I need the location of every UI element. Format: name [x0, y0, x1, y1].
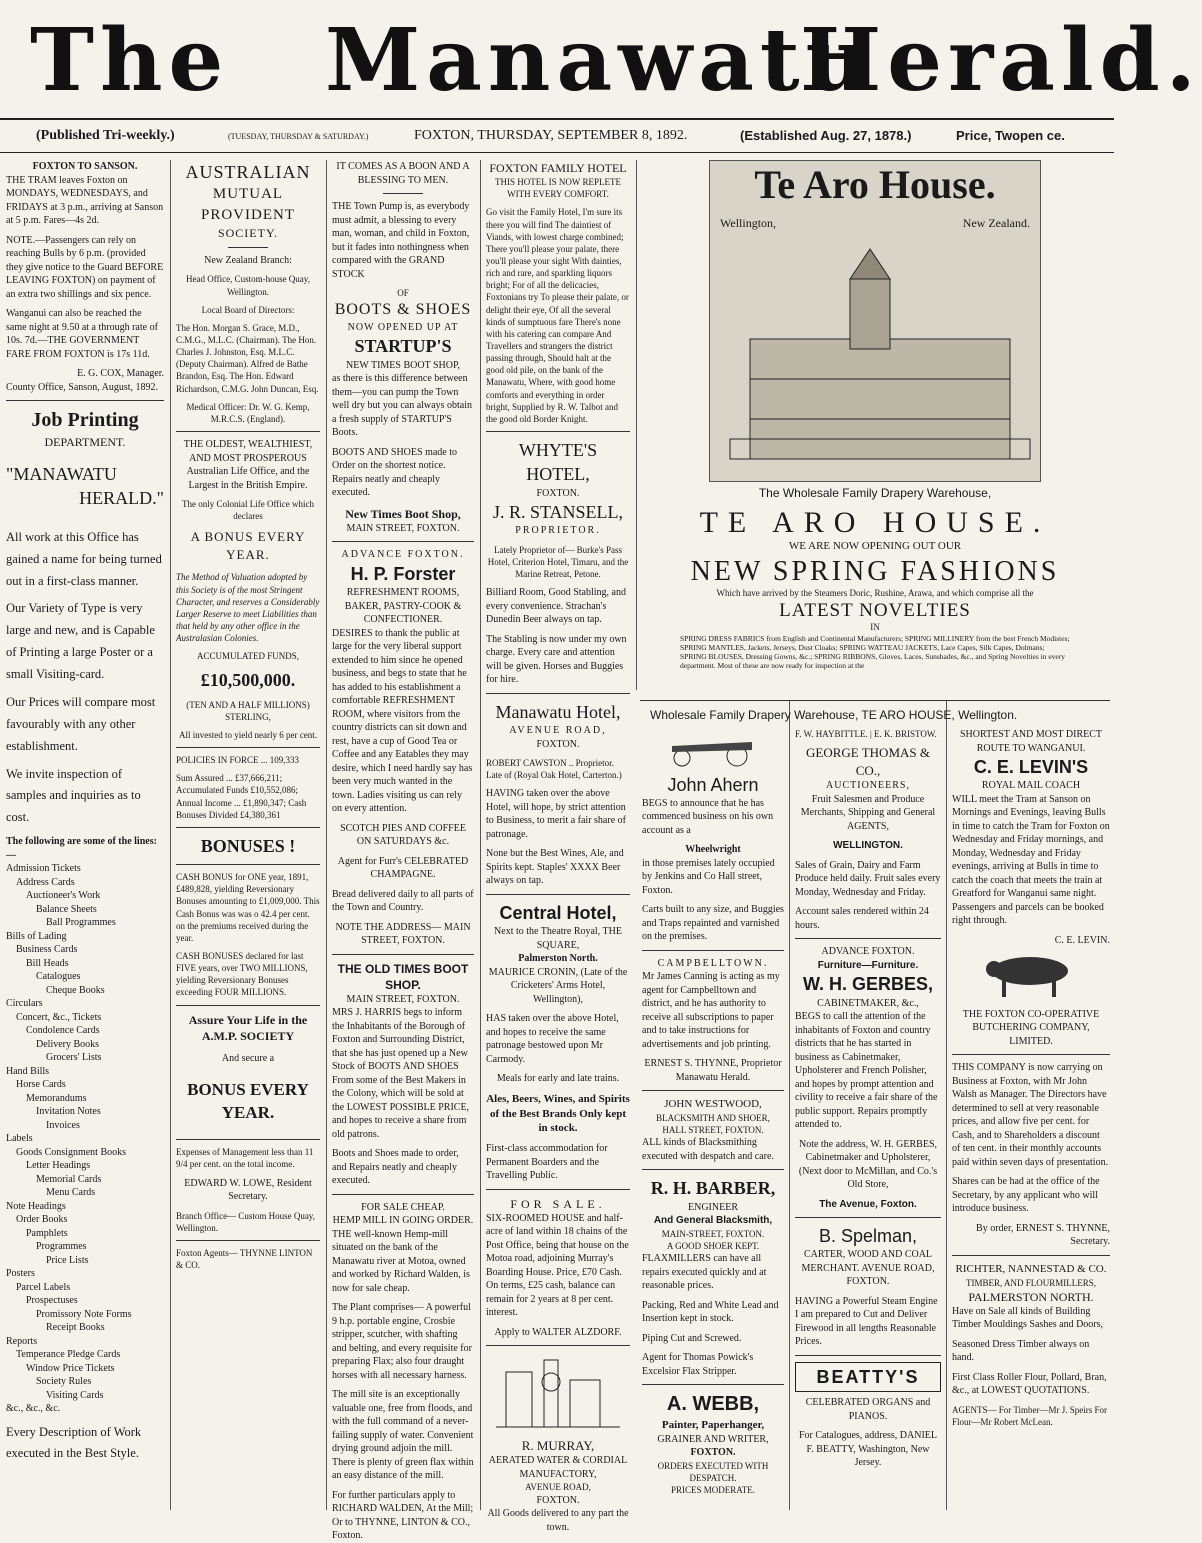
printing-line-item: Programmes [36, 1241, 87, 1253]
painter: Painter, Paperhanger, [661, 1419, 765, 1431]
levin-notice: WILL meet the Tram at Sanson on Mornings and Evenings, leaving Bulls in time to catch the Tram for Foxton on Wednesday and Friday mornings, and Monday, Wednesday and Friday evenings, arriving at Bulls in time to catch the coach that meets the train at Greatford for Wanganui same night. Passengers and parcels can be booked right through. [952, 793, 1110, 927]
printing-line-item: Goods Consignment Books [16, 1146, 127, 1158]
prices-moderate: PRICES MODERATE. [670, 1485, 755, 1496]
beatty-organs: CELEBRATED ORGANS and PIANOS. [805, 1397, 931, 1422]
carriage-illustration [642, 728, 784, 768]
divider [332, 541, 474, 542]
good-shoer: A GOOD SHOER KEPT. [666, 1240, 760, 1251]
difference-text: as there is this difference between them—you can pump the Town well dry but you can always obtain a fresh supply of STARTUP'S Boots. [332, 373, 472, 439]
stansell: J. R. STANSELL, [492, 502, 624, 523]
cabinetmaker: CABINETMAKER, &c., [817, 997, 919, 1009]
amp-expenses: Expenses of Management less than 11 9/4 per cent. on the total income. [176, 1147, 314, 1170]
amp-agents: Foxton Agents— THYNNE LINTON & CO. [176, 1247, 313, 1270]
amp-heading-1: AUSTRALIAN [185, 162, 311, 182]
tram-wanganui: Wanganui can also be reached the same night at 9.50 at a through rate of 10s. 7d.—THE GOVERNMENT FARE FROM FOXTON is 17s 11d. [6, 308, 158, 360]
beatty-catalogues: For Catalogues, address, DANIEL F. BEATTY, Washington, New Jersey. [798, 1430, 938, 1469]
hemp-apply: For further particulars apply to RICHARD WALDEN, At the Mill; Or to THYNNE, LINTON & CO., Foxton. [332, 1489, 474, 1542]
cooperative-heading: THE FOXTON CO-OPERATIVE BUTCHERING COMPANY, LIMITED. [962, 1008, 1100, 1047]
printing-line-item: Circulars [6, 998, 43, 1010]
amp-head-office: Head Office, Custom-house Quay, Wellington. [186, 274, 310, 297]
divider [642, 1090, 784, 1091]
amp-medical: Medical Officer: Dr. W. G. Kemp, M.R.C.S. (England). [186, 401, 310, 424]
amp-stats: Sum Assured ... £37,666,211; Accumulated Funds £10,552,086; Annual Income ... £1,890,347; Cash Bonuses Divided £4,380,361 [176, 773, 307, 820]
amp-accumulated: ACCUMULATED FUNDS, [196, 651, 299, 662]
printing-line-item: Labels [6, 1133, 33, 1145]
masthead [0, 0, 1202, 118]
murray-foxton: FOXTON. [536, 1494, 580, 1506]
printing-line-item: Cheque Books [46, 984, 105, 996]
palmerston-north: Palmerston North. [518, 953, 598, 965]
amp-branch: New Zealand Branch: [204, 254, 292, 266]
harris-repairs: Boots and Shoes made to order, and Repairs neatly and cheaply executed. [332, 1148, 459, 1187]
first-class: First-class accommodation for Permanent Boarders and the Travelling Public. [486, 1143, 608, 1182]
te-aro-footer: Wholesale Family Drapery Warehouse, TE ARO HOUSE, Wellington. [650, 708, 1018, 722]
divider [642, 1169, 784, 1170]
divider [486, 1189, 630, 1190]
printing-line-item: Address Cards [16, 876, 75, 888]
amp-ten-millions: (TEN AND A HALF MILLIONS) STERLING, [186, 699, 310, 722]
divider [952, 1054, 1110, 1055]
amp-heading-3: SOCIETY. [217, 225, 279, 240]
column-1 [6, 160, 164, 1515]
haybittle-bristow: F. W. HAYBITTLE. | E. K. BRISTOW. [795, 729, 937, 739]
levin-heading: C. E. LEVIN'S [973, 757, 1089, 777]
amp-bonus-every-year: A BONUS EVERY YEAR. [190, 529, 306, 562]
divider [383, 193, 423, 194]
ales-beers: Ales, Beers, Wines, and Spirits of the Best Brands Only kept in stock. [486, 1092, 630, 1135]
printing-line-item: Posters [6, 1268, 35, 1280]
printing-line-item: Invoices [46, 1119, 80, 1131]
gerbes-heading: W. H. GERBES, [802, 974, 934, 995]
printing-line-item: Prospectuses [26, 1295, 78, 1307]
orders-executed: ORDERS EXECUTED WITH DESPATCH. [657, 1460, 769, 1483]
company-notice: THIS COMPANY is now carrying on Business at Foxton, with Mr John Walsh as Manager. The Directors have determined to sell at very reasonable prices, and allow five per cent. for Cash, and to Shareholders a discount of ten cent. in their monthly accounts paid within seven days of presentation. [952, 1062, 1109, 1168]
hemp-plant: The Plant comprises— A powerful 9 h.p. portable engine, Crosbie stripper, scutcher, with shafting and belting, and every requisite for preparing Flax; also four draught horses with all necessary harness. [332, 1302, 472, 1381]
general-blacksmith: And General Blacksmith, [653, 1215, 773, 1227]
manawatu-foxton: FOXTON. [536, 738, 580, 750]
whytes-hotel: WHYTE'S HOTEL, [518, 440, 598, 485]
for-sale: FOR SALE. [510, 1196, 606, 1211]
amp-heading-2: MUTUAL PROVIDENT [201, 186, 295, 223]
ahern-carts: Carts built to any size, and Buggies and Traps repainted and varnished on the premises. [642, 904, 784, 943]
lines-intro: The following are some of the lines:— [6, 836, 157, 861]
barber-street: MAIN-STREET, FOXTON. [661, 1228, 765, 1239]
price-label: Price, Twopen ce. [956, 128, 1065, 143]
printing-line-item: Pamphlets [26, 1227, 68, 1239]
every-description: Every Description of Work executed in the Best Style. [6, 1424, 142, 1460]
divider [332, 1194, 474, 1195]
column-6 [795, 728, 941, 1516]
company-order: By order, ERNEST S. THYNNE, Secretary. [976, 1222, 1110, 1248]
printing-line-item: Window Price Tickets [26, 1362, 115, 1374]
te-aro-caption: The Wholesale Family Drapery Warehouse, [758, 486, 992, 500]
grainer: GRAINER AND WRITER, [657, 1433, 769, 1445]
column-divider [480, 160, 481, 1510]
bread-delivery: Bread delivered daily to all parts of the Town and Country. [332, 888, 474, 914]
divider [952, 1255, 1110, 1256]
published-label: (Published Tri-weekly.) [36, 128, 175, 143]
boon: IT COMES AS A BOON AND A BLESSING TO MEN. [336, 161, 470, 186]
divider [486, 894, 630, 895]
column-4 [486, 160, 630, 1533]
printing-line-item: Invitation Notes [36, 1106, 101, 1118]
te-aro-house-advert [640, 160, 1110, 700]
ahern-heading: John Ahern [667, 774, 759, 795]
printing-line-item: Letter Headings [26, 1160, 91, 1172]
printing-line-item: Parcel Labels [16, 1281, 71, 1293]
printing-line-item: Admission Tickets [6, 863, 81, 875]
amp-invested: All invested to yield nearly 6 per cent. [179, 729, 317, 740]
amp-bev: BONUS EVERY YEAR. [187, 1080, 309, 1123]
printing-line-item: Hand Bills [6, 1065, 50, 1077]
tram-signer: E. G. COX, Manager. [77, 368, 164, 379]
account-sales: Account sales rendered within 24 hours. [795, 906, 929, 931]
te-aro-building-illustration [709, 160, 1041, 482]
divider [795, 1355, 941, 1356]
sales-grain: Sales of Grain, Dairy and Farm Produce held daily. Fruit sales every Monday, Wednesday and Friday. [795, 859, 941, 898]
thynne-proprietor: ERNEST S. THYNNE, Proprietor Manawatu Herald. [644, 1058, 782, 1083]
stabling: The Stabling is now under my own charge. Every care and attention will be given. Horses and Buggies for hire. [486, 633, 627, 686]
masthead-word-manawatu: Manawatu [325, 10, 875, 111]
building-drawing [710, 239, 1040, 479]
gerbes-advance: ADVANCE FOXTON. [821, 946, 915, 958]
hemp-mill-text: THE well-known Hemp-mill situated on the bank of the Manawatu river at Motoa, owned and worked by Richard Walden, is now for sale cheap. [332, 1228, 470, 1294]
divider [176, 747, 320, 748]
note-address: NOTE THE ADDRESS— MAIN STREET, FOXTON. [335, 921, 471, 947]
old-times-street: MAIN STREET, FOXTON. [346, 993, 460, 1005]
shortest-route: SHORTEST AND MOST DIRECT ROUTE TO WANGANUI. [959, 729, 1103, 754]
flaxmillers: FLAXMILLERS can have all repairs executed quickly and at reasonable prices. [642, 1253, 767, 1291]
amp-method: The Method of Valuation adopted by this Society is of the most Stringent Character, and reserves a Considerably Larger Reserve to meet Liabilities than that held by any other office in the Australasian Colonies. [176, 572, 320, 644]
divider [176, 1005, 320, 1006]
tram-note: NOTE.—Passengers can rely on reaching Bulls by 6 p.m. (provided they give notice to the Guard BEFORE LEAVING FOXTON) on payment of an extra two shillings and six pence. [6, 234, 164, 300]
ahern-premises: in those premises lately occupied by Jenkins and Co Hall street, Foxton. [642, 857, 775, 896]
richter-agents: AGENTS— For Timber—Mr J. Speirs For Flour—Mr Robert McLean. [952, 1404, 1108, 1428]
apply-alzdorf: Apply to WALTER ALZDORF. [494, 1326, 622, 1338]
startup-heading: STARTUP'S [354, 336, 452, 357]
te-aro-big-title: TE ARO HOUSE. [699, 506, 1051, 539]
amp-secure: And secure a [221, 1052, 275, 1064]
gerbes-address: Note the address, W. H. GERBES, Cabinetmaker and Upholsterer, (Next door to McMillan, and Co.'s Old Store, [798, 1138, 938, 1191]
column-3 [332, 160, 474, 1542]
gerbes-begs: BEGS to call the attention of the inhabitants of Foxton and country districts that he has started in business as Cabinetmaker, Upholsterer and French Polisher, and hopes by prompt attention and civility to receive a fair share of the public support. Repairs promptly attended to. [795, 1011, 938, 1131]
amp-declared: CASH BONUSES declared for last FIVE years, over TWO MILLIONS, yielding Reversionary Bonuses exceeding FOUR MILLIONS. [176, 950, 308, 998]
printing-line-item: Concert, &c., Tickets [16, 1011, 102, 1023]
masthead-word-herald: Herald. [800, 10, 1202, 111]
column-5 [642, 728, 784, 1516]
amp-branch-office: Branch Office— Custom House Quay, Wellington. [176, 1210, 315, 1233]
old-times-heading: THE OLD TIMES BOOT SHOP. [337, 961, 469, 992]
billiard-room: Billiard Room, Good Stabling, and every convenience. Strachan's Dunedin Beer always on tap. [486, 587, 626, 626]
webb-foxton: FOXTON. [690, 1447, 736, 1459]
scotch-pies: SCOTCH PIES AND COFFEE ON SATURDAYS &c. [340, 822, 466, 848]
te-aro-city: Wellington, [720, 216, 777, 230]
hemp-mill-heading: HEMP MILL IN GOING ORDER. [332, 1215, 474, 1227]
richter-sale: Have on Sale all kinds of Building Timber Mouldings Sashes and Doors, [952, 1305, 1104, 1331]
webb-heading: A. WEBB, [666, 1393, 760, 1415]
family-hotel-heading: FOXTON FAMILY HOTEL [489, 161, 627, 175]
printing-line-item: Society Rules [36, 1376, 92, 1388]
printing-line-item: Promissory Note Forms [36, 1308, 132, 1320]
boots-heading: BOOTS & SHOES [334, 301, 472, 319]
spelman-steam: HAVING a Powerful Steam Engine I am prepared to Cut and Deliver Firewood in all lengths Reasonable Prices. [795, 1295, 938, 1348]
amp-only: The only Colonial Life Office which declares [181, 499, 315, 522]
now-opened: NOW OPENED UP AT [347, 321, 459, 333]
cawston: ROBERT CAWSTON .. Proprietor. Late of (Royal Oak Hotel, Carterton.) [486, 758, 622, 781]
furniture: Furniture—Furniture. [817, 959, 919, 971]
blacksmith-shoer: BLACKSMITH AND SHOER, [656, 1113, 770, 1124]
spelman-heading: B. Spelman, [818, 1226, 918, 1247]
amp-board: Local Board of Directors: [201, 304, 295, 315]
piping: Piping Cut and Screwed. [642, 1332, 742, 1344]
info-rule [0, 152, 1114, 153]
packing: Packing, Red and White Lead and Insertion kept in stock. [642, 1299, 779, 1324]
family-hotel-replete: THIS HOTEL IS NOW REPLETE WITH EVERY COMFORT. [495, 177, 621, 200]
forster-desires: DESIRES to thank the public at large for the very liberal support extended to him since he opened business, and begs to state that he has added to his establishment a comfortable REFRESHMENT ROOM, where visitors from the country districts can sit down and rest, have a cup of Good Tea or Coffee and any Eatables they may desire, which I need hardly say has been very much wanted in the town. Ladies visiting us can rely on every attention. [332, 627, 473, 815]
meals: Meals for early and late trains. [496, 1073, 620, 1085]
printing-line-item: Catalogues [36, 971, 81, 983]
te-aro-in: IN [870, 622, 880, 632]
richter-seasoned: Seasoned Dress Timber always on hand. [952, 1338, 1090, 1364]
printing-line-item: Price Lists [46, 1254, 89, 1266]
richter-heading: RICHTER, NANNESTAD & CO. [955, 1262, 1107, 1275]
amp-cash-bonus: CASH BONUS for ONE year, 1891, £489,828, yielding Reversionary Bonuses amounting to £1,009,000. This Cash Bonus was was o 42.4 per cent. on the premiums received during the year. [176, 872, 320, 943]
refreshment-line: REFRESHMENT ROOMS, BAKER, PASTRY-COOK & CONFECTIONER. [344, 587, 462, 626]
paper-name-1: "MANAWATU [6, 464, 117, 485]
job-printing-heading: Job Printing [31, 409, 139, 431]
printing-line-item: Ball Programmes [46, 917, 116, 929]
amp-policies: POLICIES IN FORCE ... 109,333 [176, 755, 300, 766]
bull-illustration [952, 947, 1110, 1003]
divider [176, 1139, 320, 1140]
dateline: FOXTON, THURSDAY, SEPTEMBER 8, 1892. [414, 128, 688, 143]
divider [228, 247, 268, 248]
george-thomas: GEORGE THOMAS & CO., [806, 745, 930, 778]
department-heading: DEPARTMENT. [44, 435, 126, 449]
tram-notice: THE TRAM leaves Foxton on MONDAYS, WEDNESDAYS, and FRIDAYS at 3 p.m., arriving at Sanson at 5 p.m. Fares—4s 2d. [6, 174, 164, 226]
divider [176, 431, 320, 432]
te-aro-arrived: Which have arrived by the Steamers Doric, Rushine, Arawa, and which comprise all the [716, 588, 1034, 598]
the-avenue: The Avenue, Foxton. [819, 1198, 917, 1210]
printing-line-item: Bills of Lading [6, 930, 67, 942]
printing-line-item: Grocers' Lists [46, 1052, 102, 1064]
te-aro-items: SPRING DRESS FABRICS from English and Continental Manufacturers; SPRING MILLINERY from the best French Modistes; SPRING MANTLES, Jackets, Jerseys, Dust Cloaks; SPRING WATTEAU JACKETS, Lace Capes, Silk Capes, Dolmans; SPRING BLOUSES, Dressing Gowns, &c.; SPRING RIBBONS, Gloves, Laces, Sunshades, &c., and Spring Novelties in every department. Most of these are now ready for inspection at the [680, 634, 1070, 670]
column-divider [636, 160, 637, 690]
goods-delivered: All Goods delivered to any part the town. [487, 1508, 629, 1533]
forster-heading: H. P. Forster [350, 563, 456, 584]
masthead-rule [0, 118, 1114, 120]
westwood-heading: JOHN WESTWOOD, [664, 1098, 762, 1111]
printing-prices: Our Prices will compare most favourably with any other establishment. [6, 694, 156, 753]
printing-line-item: Balance Sheets [36, 903, 97, 915]
te-aro-sign: Te Aro House. [754, 162, 996, 207]
advance-foxton: ADVANCE FOXTON. [341, 549, 465, 561]
maurice-cronin: MAURICE CRONIN, (Late of the Cricketers' Arms Hotel, Wellington), [488, 966, 628, 1005]
wheelwright: Wheelwright [685, 844, 741, 856]
printing-invite: We invite inspection of samples and inquiries as to cost. [6, 766, 141, 825]
divider [176, 1240, 320, 1241]
divider [795, 938, 941, 939]
te-aro-rule [640, 700, 1110, 701]
whytes-foxton: FOXTON. [536, 487, 580, 499]
printing-line-item: Menu Cards [46, 1187, 96, 1199]
printing-line-item: Auctioneer's Work [26, 890, 101, 902]
timber-flour: TIMBER, AND FLOURMILLERS, [965, 1277, 1096, 1288]
new-times-boot-shop: New Times Boot Shop, [345, 506, 461, 521]
campbelltown: CAMPBELLTOWN. [657, 957, 769, 969]
family-hotel-poem: Go visit the Family Hotel, I'm sure its there you will find The daintiest of Viands, with lowest charge combined; There you'll please your palate, there you'll please your sight With dainties, rich and rare, and sparkling liquors bright; For of all the delicacies, Foxtonians try To please their palate, or delight their eye, Of all the several kinds of sumptuous fare There's none with his catering can compare And Travellers and strangers the district passing through, Should halt at the good old pile, on the bank of the Manawatu, Where, with good home comforts and everything in order bright, Supplied by R. W. Talbot and the good old Border Knight. [486, 207, 629, 424]
harris-notice: MRS J. HARRIS begs to inform the Inhabitants of the Borough of Foxton and Surrounding District, that she has just opened up a New Stock of BOOTS AND SHOES From some of the Best Makers in the Colony, which will be sold at the LOWEST POSSIBLE PRICE, and hopes to receive a share from old patrons. [332, 1007, 470, 1140]
tram-office: County Office, Sanson, August, 1892. [6, 381, 159, 393]
best-wines: None but the Best Wines, Ale, and Spirits kept. Staples' XXXX Beer always on tap. [486, 848, 624, 887]
main-street: MAIN STREET, FOXTON. [346, 522, 460, 534]
town-pump: THE Town Pump is, as everybody must admit, a blessing to every man, woman, and child in Foxton, but it fades into nothingness when compared with the GRAND STOCK [332, 201, 470, 280]
established-label: (Established Aug. 27, 1878.) [740, 128, 912, 143]
of-word: OF [397, 288, 409, 298]
printing-line-item: Memorandums [26, 1092, 87, 1104]
murray-avenue: AVENUE ROAD, [525, 1482, 591, 1493]
column-divider [326, 160, 327, 1510]
powick-agent: Agent for Thomas Powick's Excelsior Flax Stripper. [642, 1352, 754, 1377]
amp-oldest: THE OLDEST, WEALTHIEST, AND MOST PROSPEROUS Australian Life Office, and the Largest in the British Empire. [183, 439, 313, 491]
royal-mail: ROYAL MAIL COACH [981, 780, 1081, 792]
richter-flour: First Class Roller Flour, Pollard, Bran, &c., at LOWEST QUOTATIONS. [952, 1371, 1107, 1397]
printing-type: Our Variety of Type is very large and new, and is Capable of Printing a large Poster or a small Visiting-card. [6, 601, 155, 682]
manawatu-hotel: Manawatu Hotel, [495, 701, 621, 722]
barber-heading: R. H. BARBER, [650, 1178, 776, 1199]
bottling-machine-illustration [486, 1352, 630, 1432]
printing-line-item: Note Headings [6, 1200, 66, 1212]
central-hotel: Central Hotel, [499, 902, 617, 923]
spelman-carter: CARTER, WOOD AND COAL MERCHANT. AVENUE ROAD, FOXTON. [801, 1249, 935, 1288]
divider [176, 827, 320, 828]
murray-heading: R. MURRAY, [521, 1437, 595, 1453]
divider [6, 400, 164, 401]
champagne-agent: Agent for Furr's CELEBRATED CHAMPAGNE. [337, 855, 469, 881]
having-taken: HAVING taken over the above Hotel, will hope, by strict attention to Business, to merit a fair share of patronage. [486, 788, 626, 840]
printing-line-item: Bill Heads [26, 957, 69, 969]
divider [642, 950, 784, 951]
divider [486, 431, 630, 432]
printing-line-item: Temperance Pledge Cards [16, 1349, 121, 1361]
cronin-taken: HAS taken over the above Hotel, and hopes to receive the same patronage bestowed upon Mr Carmody. [486, 1013, 619, 1065]
engineer: ENGINEER [688, 1201, 738, 1213]
divider [795, 1217, 941, 1218]
column-2 [176, 160, 320, 1515]
column-7 [952, 728, 1110, 1516]
printing-line-item: &c., &c., &c. [6, 1403, 61, 1415]
printing-line-item: Receipt Books [46, 1322, 105, 1334]
printing-line-item: Delivery Books [36, 1038, 100, 1050]
tram-route: FOXTON TO SANSON. [32, 161, 138, 172]
column-divider [946, 700, 947, 1510]
richter-palmerston: PALMERSTON NORTH. [968, 1289, 1094, 1304]
printing-lines-list [6, 862, 164, 1416]
levin-signature: C. E. LEVIN. [1054, 934, 1110, 946]
westwood-all: ALL kinds of Blacksmithing executed with despatch and care. [642, 1137, 774, 1162]
ahern-begs: BEGS to announce that he has commenced business on his own account as a [642, 797, 774, 836]
printing-line-item: Condolence Cards [26, 1025, 100, 1037]
printing-line-item: Business Cards [16, 944, 78, 956]
divider [486, 693, 630, 694]
amp-bonuses: BONUSES ! [200, 835, 296, 856]
hemp-site: The mill site is an exceptionally valuable one, free from floods, and with the full command of a never-failing supply of water. Convenient drying ground adjoin the mill. There is plenty of green flax within an easy distance of the mill. [332, 1389, 474, 1482]
amp-directors: The Hon. Morgan S. Grace, M.D., C.M.G., M.L.C. (Chairman). The Hon. Charles J. Johnston, Esq. M.L.C. (Deputy Chairman). Alfred de Bathe Brandon, Esq. The Hon. Edward Richardson, C.M.G. John Duncan, Esq. [176, 322, 319, 394]
printing-line-item: Order Books [16, 1214, 68, 1226]
te-aro-opening: WE ARE NOW OPENING OUT OUR [788, 540, 962, 552]
column-divider [789, 700, 790, 1510]
made-to-order: BOOTS AND SHOES made to Order on the shortest notice. Repairs neatly and cheaply executed. [332, 446, 458, 499]
amp-secretary: EDWARD W. LOWE, Resident Secretary. [184, 1177, 312, 1203]
beatty-heading: BEATTY'S [795, 1362, 941, 1392]
printing-line-item: Visiting Cards [46, 1389, 104, 1401]
te-aro-latest: LATEST NOVELTIES [779, 600, 971, 621]
printing-line-item: Memorial Cards [36, 1173, 102, 1185]
proprietor: PROPRIETOR. [515, 525, 601, 537]
hall-street: HALL STREET, FOXTON. [662, 1125, 764, 1136]
aerated-water: AERATED WATER & CORDIAL MANUFACTORY, [488, 1455, 628, 1480]
printing-line-item: Horse Cards [16, 1079, 66, 1091]
lately-proprietor: Lately Proprietor of— Burke's Pass Hotel, Criterion Hotel, Timaru, and the Marine Retreat, Petone. [487, 544, 629, 580]
avenue-road: AVENUE ROAD, [509, 725, 607, 737]
amp-amount: £10,500,000. [200, 670, 296, 691]
info-bar [0, 124, 1114, 146]
paper-name-2: HERALD." [79, 488, 164, 509]
printing-claim: All work at this Office has gained a name for being turned out in a first-class manner. [6, 529, 162, 588]
te-aro-country: New Zealand. [962, 216, 1030, 230]
central-next: Next to the Theatre Royal, THE SQUARE, [494, 926, 622, 951]
amp-assure: Assure Your Life in the A.M.P. SOCIETY [188, 1012, 308, 1043]
auctioneers: AUCTIONEERS, [826, 780, 910, 792]
new-times-line: NEW TIMES BOOT SHOP, [346, 359, 460, 371]
divider [642, 1384, 784, 1385]
six-roomed: SIX-ROOMED HOUSE and half-acre of land within 18 chains of the Post Office, being that house on the Motoa road, adjoining Murray's Boarding House. Price, £70 Cash. On terms, £25 cash, balance can remain for 2 years at 8 per cent. interest. [486, 1212, 629, 1319]
divider [332, 954, 474, 955]
divider [486, 1345, 630, 1346]
fruit-salesmen: Fruit Salesmen and Produce Merchants, Shipping and General AGENTS, [800, 793, 936, 832]
company-shares: Shares can be had at the office of the Secretary, by any applicant who will introduce business. [952, 1176, 1100, 1215]
divider [176, 864, 320, 865]
printing-line-item: Reports [6, 1335, 38, 1347]
days-label: (TUESDAY, THURSDAY & SATURDAY.) [228, 132, 369, 141]
column-divider [170, 160, 171, 1510]
masthead-word-the: The [30, 10, 230, 111]
thomas-wellington: WELLINGTON. [833, 840, 903, 852]
canning-notice: Mr James Canning is acting as my agent for Campbelltown and district, and he has authority to receive all subscriptions to paper and to take instructions for advertisements and job printing. [642, 971, 780, 1050]
te-aro-fashions: NEW SPRING FASHIONS [690, 556, 1060, 587]
for-sale-cheap: FOR SALE CHEAP. [361, 1201, 445, 1213]
